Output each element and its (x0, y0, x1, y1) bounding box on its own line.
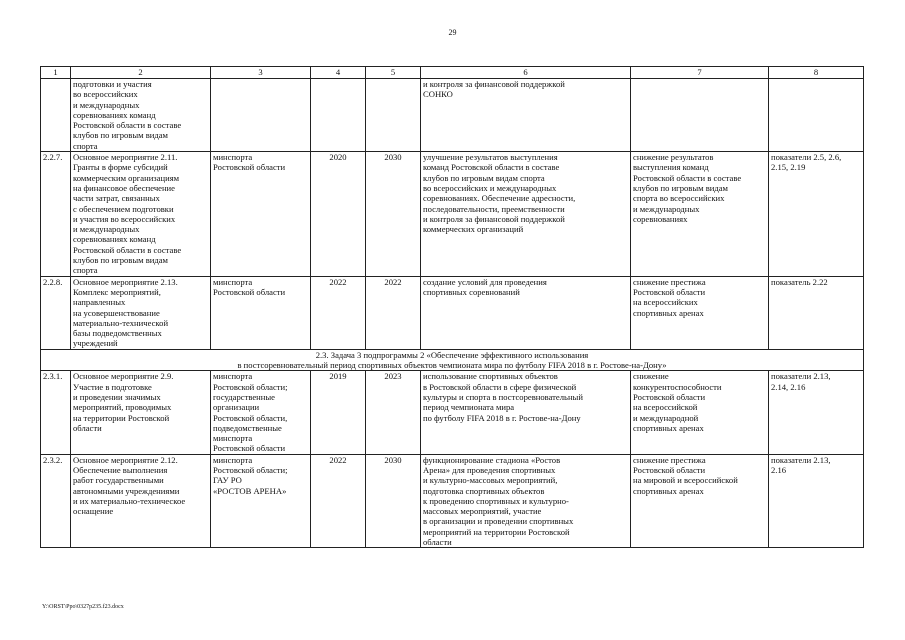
header-cell: 6 (421, 67, 631, 79)
end-year: 2022 (366, 276, 421, 349)
start-year: 2019 (311, 371, 366, 454)
column-number-row (41, 67, 864, 79)
indicator-link: показатель 2.22 (769, 276, 864, 349)
header-cell: 3 (211, 67, 311, 79)
end-year (366, 79, 421, 152)
expected-result: создание условий для проведения спортивных соревнований (421, 276, 631, 349)
start-year: 2022 (311, 276, 366, 349)
end-year: 2030 (366, 454, 421, 548)
page-number: 29 (448, 28, 457, 37)
program-table (40, 66, 864, 548)
start-year: 2020 (311, 152, 366, 277)
event-name: Основное мероприятие 2.9. Участие в подготовке и проведении значимых мероприятий, проводимых на территории Ростовской области (71, 371, 211, 454)
start-year (311, 79, 366, 152)
indicator-link: показатели 2.13, 2.14, 2.16 (769, 371, 864, 454)
non-implementation-consequence: снижение конкурентоспособности Ростовской области на всероссийской и международной спортивных аренах (631, 371, 769, 454)
indicator-link (769, 79, 864, 152)
table-row (41, 454, 864, 548)
table-row (41, 152, 864, 277)
header-cell: 2 (71, 67, 211, 79)
row-number: 2.2.7. (41, 152, 71, 277)
table-row (41, 79, 864, 152)
row-number: 2.2.8. (41, 276, 71, 349)
executor: минспорта Ростовской области; ГАУ РО «РОСТОВ АРЕНА» (211, 454, 311, 548)
section-row (41, 349, 864, 371)
table-row (41, 276, 864, 349)
expected-result: использование спортивных объектов в Ростовской области в сфере физической культуры и спорта в постсоревновательный период чемпионата мира по футболу FIFA 2018 в г. Ростове-на-Дону (421, 371, 631, 454)
event-name: Основное мероприятие 2.13. Комплекс мероприятий, направленных на усовершенствование материально-технической базы подведомственных учреждений (71, 276, 211, 349)
executor: минспорта Ростовской области (211, 276, 311, 349)
non-implementation-consequence: снижение результатов выступления команд Ростовской области в составе клубов по игровым видам спорта во всероссийских и международных соревнованиях (631, 152, 769, 277)
header-cell: 5 (366, 67, 421, 79)
non-implementation-consequence: снижение престижа Ростовской области на всероссийских спортивных аренах (631, 276, 769, 349)
expected-result: и контроля за финансовой поддержкой СОНКО (421, 79, 631, 152)
row-number: 2.3.1. (41, 371, 71, 454)
non-implementation-consequence (631, 79, 769, 152)
event-name: Основное мероприятие 2.11. Гранты в форме субсидий коммерческим организациям на финансовое обеспечение части затрат, связанных с обеспечением подготовки и участия во всероссийских и международных соревнованиях команд Ростовской области в составе клубов по игровым видам спорта (71, 152, 211, 277)
row-number (41, 79, 71, 152)
non-implementation-consequence: снижение престижа Ростовской области на мировой и всероссийской спортивных аренах (631, 454, 769, 548)
executor: минспорта Ростовской области; государственные организации Ростовской области, подведомственные минспорта Ростовской области (211, 371, 311, 454)
header-cell: 4 (311, 67, 366, 79)
indicator-link: показатели 2.5, 2.6, 2.15, 2.19 (769, 152, 864, 277)
executor: минспорта Ростовской области (211, 152, 311, 277)
executor (211, 79, 311, 152)
end-year: 2030 (366, 152, 421, 277)
header-cell: 1 (41, 67, 71, 79)
end-year: 2023 (366, 371, 421, 454)
header-cell: 8 (769, 67, 864, 79)
event-name: Основное мероприятие 2.12. Обеспечение выполнения работ государственными автономными учреждениями и их материально-техническое оснащение (71, 454, 211, 548)
expected-result: улучшение результатов выступления команд Ростовской области в составе клубов по игровым видам спорта во всероссийских и международных соревнованиях. Обеспечение адресности, последовательности, преемственности и контроля за финансовой поддержкой коммерческих организаций (421, 152, 631, 277)
table-row (41, 371, 864, 454)
row-number: 2.3.2. (41, 454, 71, 548)
section-title: 2.3. Задача 3 подпрограммы 2 «Обеспечение эффективного использования в постсоревновательный период спортивных объектов чемпионата мира по футболу FIFA 2018 в г. Ростове-на-Дону» (41, 349, 864, 371)
event-name: подготовки и участия во всероссийских и международных соревнованиях команд Ростовской области в составе клубов по игровым видам спорта (71, 79, 211, 152)
expected-result: функционирование стадиона «Ростов Арена» для проведения спортивных и культурно-массовых мероприятий, подготовка спортивных объектов к проведению спортивных и культурно- массовых мероприятий, участие в организации и проведении спортивных мероприятий на территории Ростовской области (421, 454, 631, 548)
file-path-footer: Y:\ORST\Ppo\0327p235.f23.docx (42, 604, 124, 610)
indicator-link: показатели 2.13, 2.16 (769, 454, 864, 548)
header-cell: 7 (631, 67, 769, 79)
start-year: 2022 (311, 454, 366, 548)
